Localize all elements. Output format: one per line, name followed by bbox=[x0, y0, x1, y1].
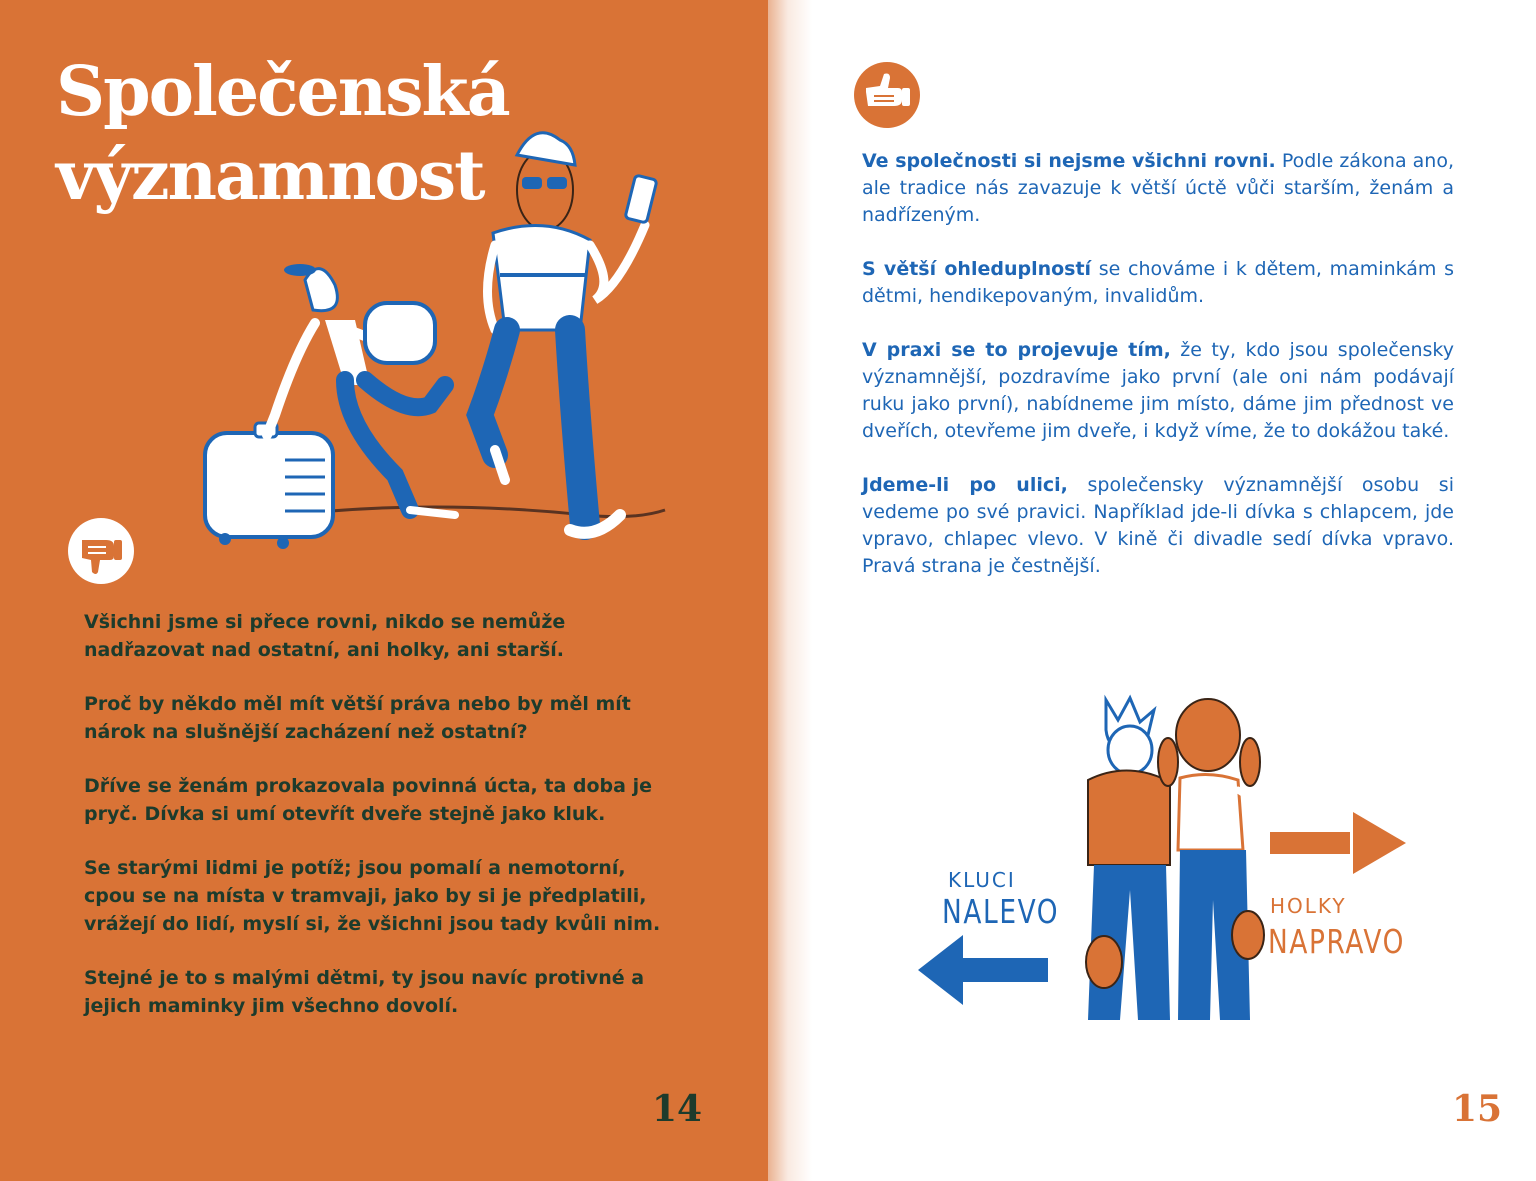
left-paragraph-5: Stejné je to s malými dětmi, ty jsou navíc protivné a jejich maminky jim všechno dovolí. bbox=[84, 967, 645, 1017]
thumb-up-badge bbox=[854, 62, 920, 128]
right-paragraph-4-lead: Jdeme-li po ulici, bbox=[862, 474, 1068, 496]
right-paragraph-3-rest: že ty, kdo jsou společensky významnější, pozdravíme jako první (ale oni nám podávají ruku jako první), nabídneme jim místo, dáme jim přednost ve dveřích, otevřeme jim dveře, i když víme, že to dokážou také. bbox=[862, 339, 1454, 442]
boy-drawing bbox=[480, 133, 657, 533]
title-line-2: významnost bbox=[56, 136, 484, 216]
left-paragraph-2: Proč by někdo měl mít větší práva nebo by měl mít nárok na slušnější zacházení než ostatní? bbox=[84, 693, 631, 743]
arrow-right-icon bbox=[1270, 812, 1406, 874]
right-body-text bbox=[862, 148, 1454, 607]
label-nalevo: NALEVO bbox=[942, 892, 1060, 931]
left-paragraph-4: Se starými lidmi je potíž; jsou pomalí a nemotorní, cpou se na místa v tramvaji, jako by si je předplatili, vrážejí do lidí, myslí si, že všichni jsou tady kvůli nim. bbox=[84, 857, 661, 935]
right-paragraph-2-lead: S větší ohleduplností bbox=[862, 258, 1092, 280]
boy-back-drawing bbox=[1086, 698, 1170, 1020]
right-paragraph-1 bbox=[862, 148, 1454, 229]
label-holky: HOLKY bbox=[1270, 894, 1347, 918]
girl-back-drawing bbox=[1158, 699, 1328, 1020]
right-paragraph-3-lead: V praxi se to projevuje tím, bbox=[862, 339, 1171, 361]
right-paragraph-2 bbox=[862, 256, 1454, 310]
travelers-illustration bbox=[195, 115, 695, 565]
right-paragraph-4-rest: společensky významnější osobu si vedeme po své pravici. Například jde-li dívka s chlapcem, jde vpravo, chlapec vlevo. V kině či divadle sedí dívka vpravo. Pravá strana je čestnější. bbox=[862, 474, 1454, 577]
thumb-down-icon bbox=[68, 518, 134, 584]
left-paragraph-1: Všichni jsme si přece rovni, nikdo se nemůže nadřazovat nad ostatní, ani holky, ani starší. bbox=[84, 611, 566, 661]
title-line-1: Společenská bbox=[56, 52, 509, 132]
arrow-left-icon bbox=[918, 935, 1048, 1005]
label-napravo: NAPRAVO bbox=[1268, 922, 1405, 961]
page-number-right: 15 bbox=[1452, 1088, 1503, 1130]
thumb-down-badge bbox=[68, 518, 134, 584]
left-paragraph-3: Dříve se ženám prokazovala povinná úcta, ta doba je pryč. Dívka si umí otevřít dveře stejně jako kluk. bbox=[84, 775, 652, 825]
label-kluci: KLUCI bbox=[948, 868, 1016, 892]
right-paragraph-3 bbox=[862, 337, 1454, 445]
left-body-text bbox=[84, 608, 676, 1046]
right-paragraph-4 bbox=[862, 472, 1454, 580]
right-paragraph-1-lead: Ve společnosti si nejsme všichni rovni. bbox=[862, 150, 1276, 172]
suitcase-drawing bbox=[205, 423, 333, 549]
right-paragraph-2-rest: se chováme i k dětem, maminkám s dětmi, hendikepovaným, invalidům. bbox=[862, 258, 1455, 307]
right-paragraph-1-rest: Podle zákona ano, ale tradice nás zavazuje k větší úctě vůči starším, ženám a nadřízeným. bbox=[862, 150, 1455, 226]
right-page bbox=[768, 0, 1536, 1181]
page-number-left: 14 bbox=[652, 1088, 703, 1130]
thumb-up-icon bbox=[854, 62, 920, 128]
